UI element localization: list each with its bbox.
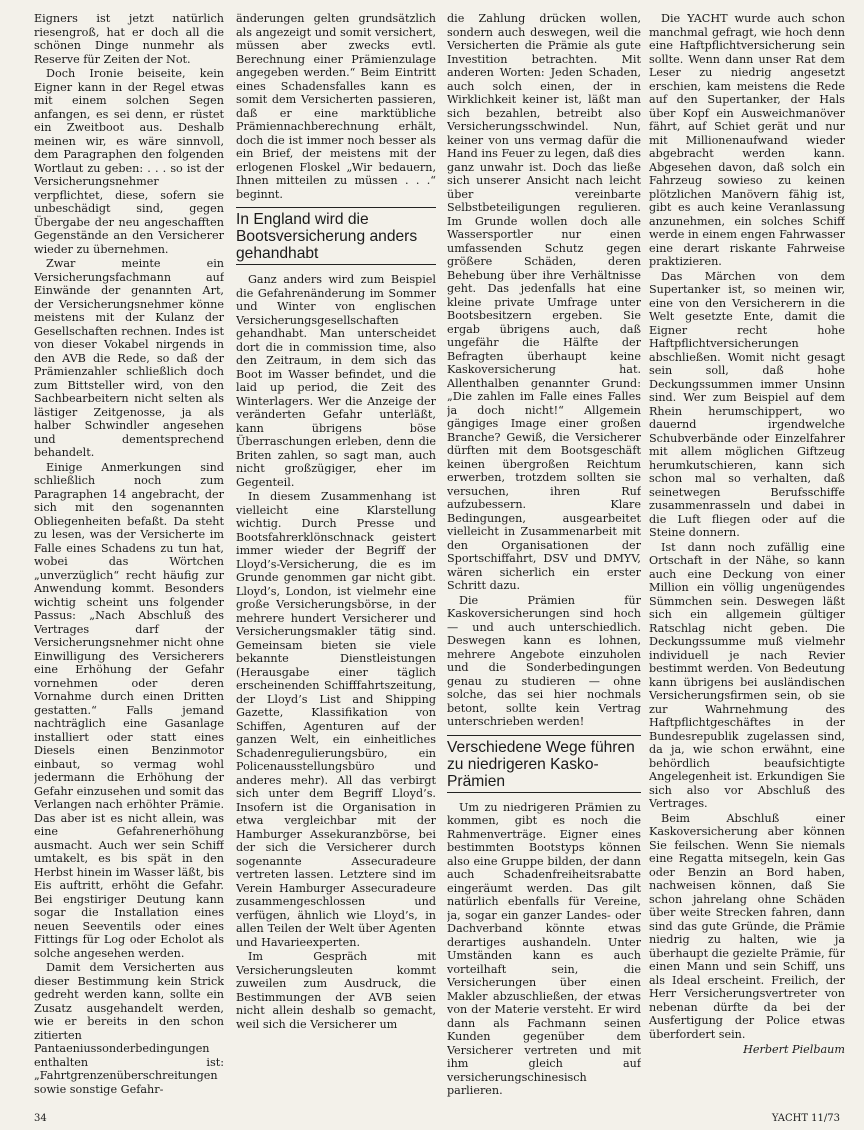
paragraph: Um zu niedrigeren Prämien zu kommen, gibt es noch die Rahmenverträge. Eigner eines bestimmten Bootstyps können also eine Gruppe bilden, der dann auch Schadenfreiheitsrabatte eingeräumt werden. Das gilt natürlich ebenfalls für Vereine, ja, sogar ein ganzer Landes- oder Dachverband könnte etwas derartiges aushandeln. Unter Umständen kann es auch vorteilhaft sein, die Versicherungen über einen Makler abzuschließen, der etwas von der Materie versteht. Er wird dann als Fachmann seinen Kunden gegenüber dem Versicherer vertreten und mit ihm gleich auf versicherungschinesisch parlieren. <box>447 800 641 1097</box>
text-column-1 <box>34 12 224 1112</box>
paragraph: Die YACHT wurde auch schon manchmal gefragt, wie hoch denn eine Haftpflichtversicherung sein sollte. Wenn dann unser Rat dem Leser zu niedrig angesetzt erschien, kam meistens die Rede auf den Supertanker, der Hals über Kopf ein Ausweichmanöver fährt, auf Schiet gerät und nur mit Millionenaufwand wieder abgebracht werden kann. Abgesehen davon, daß solch ein Fahrzeug sowieso zu keinen plötzlichen Manövern fähig ist, gibt es auch keine Veranlassung anzunehmen, ein solches Schiff werde in einem engen Fahrwasser eine derart riskante Fahrweise praktizieren. <box>649 12 845 268</box>
paragraph: Doch Ironie beiseite, kein Eigner kann in der Regel etwas mit einem solchen Segen anfangen, es sei denn, er rüstet ein Zweitboot aus. Deshalb meinen wir, es wäre sinnvoll, dem Paragraphen den folgenden Wortlaut zu geben: . . . so ist der Versicherungsnehmer verpflichtet, diese, sofern sie unbeschädigt sind, gegen Übergabe der neu angeschafften Gegenstände an den Versicherer wieder zu übernehmen. <box>34 67 224 256</box>
text-column-4 <box>649 12 845 1112</box>
paragraph: änderungen gelten grundsätzlich als angezeigt und somit versichert, müssen aber zwecks evtl. Berechnung einer Prämienzulage angegeben werden.“ Beim Eintritt eines Schadensfalles kann es somit dem Versicherten passieren, daß er eine marktübliche Prämiennachberechnung erhält, doch die ist immer noch besser als ein Brief, der meistens mit der erlogenen Floskel „Wir bedauern, Ihnen mitteilen zu müssen . . .“ beginnt. <box>236 12 436 201</box>
paragraph: Beim Abschluß einer Kaskoversicherung aber können Sie feilschen. Wenn Sie niemals eine Regatta mitsegeln, kein Gas oder Benzin an Bord haben, nachweisen können, daß Sie schon jahrelang ohne Schäden über weite Strecken fahren, dann sind das gute Gründe, die Prämie niedrig zu halten, wie ja überhaupt die gezielte Prämie, für einen Mann und sein Schiff, uns als Ideal erscheint. Freilich, der Herr Versicherungsvertreter von nebenan dürfte da bei der Ausfertigung der Police etwas überfordert sein. <box>649 811 845 1041</box>
text-column-3 <box>447 12 641 1112</box>
author-signature: Herbert Pielbaum <box>743 1043 845 1056</box>
paragraph: Damit dem Versicherten aus dieser Bestimmung kein Strick gedreht werden kann, sollte ein Zusatz ausgehandelt werden, wie er bereits in den schon zitierten Pantaeniussonderbedingungen enthalten ist: „Fahrtgrenzenüberschreitungen sowie sonstige Gefahr- <box>34 961 224 1096</box>
paragraph: Die Prämien für Kaskoversicherungen sind hoch — und auch unterschiedlich. Deswegen kann es lohnen, mehrere Angebote einzuholen und die Sonderbedingungen genau zu studieren — ohne solche, das sei hier nochmals betont, sollte kein Vertrag unterschrieben werden! <box>447 593 641 728</box>
paragraph: Im Gespräch mit Versicherungsleuten kommt zuweilen zum Ausdruck, die Bestimmungen der AVB seien nicht allein deshalb so gemacht, weil sich die Versicherer um <box>236 950 436 1031</box>
paragraph: Einige Anmerkungen sind schließlich noch zum Paragraphen 14 angebracht, der sich mit den sogenannten Obliegenheiten befaßt. Da steht zu lesen, was der Versicherte im Falle eines Schadens zu tun hat, wobei das Wörtchen „unverzüglich“ recht häufig zur Anwendung kommt. Besonders wichtig scheint uns folgender Passus: „Nach Abschluß des Vertrages darf der Versicherungsnehmer nicht ohne Einwilligung des Versicherers eine Erhöhung der Gefahr vornehmen oder deren Vornahme durch einen Dritten gestatten.“ Falls jemand nachträglich eine Gasanlage installiert oder statt eines Diesels einen Benzinmotor einbaut, so vermag wohl jedermann die Erhöhung der Gefahr einzusehen und somit das Verlangen nach erhöhter Prämie. Das aber ist es nicht allein, was eine Gefahrenerhöhung ausmacht. Auch wer sein Schiff umtakelt, es bis spät in den Herbst hinein im Wasser läßt, bis Eis auftritt, erhöht die Gefahr. Bei engstiriger Deutung kann sogar die Installation eines neuen Seeventils oder eines Fittings für Log oder Echolot als solche angesehen werden. <box>34 460 224 960</box>
paragraph: In diesem Zusammenhang ist vielleicht eine Klarstellung wichtig. Durch Presse und Bootsfahrerklönschnack geistert immer wieder der Begriff der Lloyd’s-Versicherung, die es im Grunde genommen gar nicht gibt. Lloyd’s, London, ist vielmehr eine große Versicherungsbörse, in der mehrere hundert Versicherer und Versicherungsmakler tätig sind. Gemeinsam bieten sie viele bekannte Dienstleistungen (Herausgabe einer täglich erscheinenden Schifffahrtszeitung, der Lloyd’s List and Shipping Gazette, Klassifikation von Schiffen, Agenturen auf der ganzen Welt, ein einheitliches Schadenregulierungsbüro, ein Policenausstellungsbüro und anderes mehr). All das verbirgt sich unter dem Begriff Lloyd’s. Insofern ist die Organisation in etwa vergleichbar mit der Hamburger Assekuranzbörse, bei der sich die Versicherer durch sogenannte Assecuradeure vertreten lassen. Letztere sind im Verein Hamburger Assecuradeure zusammengeschlossen und verfügen, ähnlich wie Lloyd’s, in allen Teilen der Welt über Agenten und Havarieexperten. <box>236 490 436 949</box>
magazine-footer: YACHT 11/73 <box>771 1113 840 1124</box>
paragraph: die Zahlung drücken wollen, sondern auch deswegen, weil die Versicherten die Prämie als gute Investition betrachten. Mit anderen Worten: Jeden Schaden, auch solch einen, der in Wirklichkeit keiner ist, läßt man sich bezahlen, betreibt also Versicherungsschwindel. Nun, keiner von uns vermag dafür die Hand ins Feuer zu legen, daß dies ganz unwahr ist. Doch das ließe sich unserer Ansicht nach leicht über vereinbarte Selbstbeteiligungen regulieren. Im Grunde wollen doch alle Wassersportler nur einen umfassenden Schutz gegen größere Schäden, deren Behebung über ihre Verhältnisse geht. Das jedenfalls hat eine kleine private Umfrage unter Bootsbesitzern ergeben. Sie ergab übrigens auch, daß ungefähr die Hälfte der Befragten überhaupt keine Kaskoversicherung hat. Allenthalben genannter Grund: „Die zahlen im Falle eines Falles ja doch nicht!“ Allgemein gängiges Image einer großen Branche? Gewiß, die Versicherer dürften mit dem Bootsgeschäft keinen übergroßen Reichtum erwerben, trotzdem sollten sie versuchen, ihren Ruf aufzubessern. Klare Bedingungen, ausgearbeitet vielleicht in Zusammenarbeit mit den Organisationen der Sportschiffahrt, DSV und DMYV, wären sicherlich ein erster Schritt dazu. <box>447 12 641 592</box>
section-headline-england: In England wird die Bootsversicherung anders gehandhabt <box>236 207 436 265</box>
paragraph: Ist dann noch zufällig eine Ortschaft in der Nähe, so kann auch eine Deckung von einer Million ein völlig ungenügendes Sümmchen sein. Deswegen läßt sich ein allgemein gültiger Ratschlag nicht geben. Die Deckungssumme muß vielmehr individuell je nach Revier bestimmt werden. Von Bedeutung kann übrigens bei ausländischen Versicherungsfirmen sein, ob sie zur Wahrnehmung des Haftpflichtgeschäftes in der Bundesrepublik zugelassen sind, da ja, wie schon erwähnt, eine behördlich beaufsichtigte Angelegenheit ist. Erkundigen Sie sich also vor Abschluß des Vertrages. <box>649 540 845 810</box>
paragraph: Ganz anders wird zum Beispiel die Gefahrenänderung im Sommer und Winter von englischen Versicherungsgesellschaften gehandhabt. Man unterscheidet dort die in commission time, also den Zeitraum, in dem sich das Boot im Wasser befindet, und die laid up period, die Zeit des Winterlagers. Wer die Anzeige der veränderten Gefahr unterläßt, kann übrigens böse Überraschungen erleben, denn die Briten zahlen, so sagt man, auch nicht großzügiger, eher im Gegenteil. <box>236 273 436 489</box>
text-column-2 <box>236 12 436 1112</box>
paragraph: Das Märchen von dem Supertanker ist, so meinen wir, eine von den Versicherern in die Welt gesetzte Ente, damit die Eigner recht hohe Haftpflichtversicherungen abschließen. Womit nicht gesagt sein soll, daß hohe Deckungssummen immer Unsinn sind. Wer zum Beispiel auf dem Rhein herumschippert, wo dauernd irgendwelche Schubverbände oder Einzelfahrer mit allem möglichen Giftzeug herumkutschieren, kann sich schon mal so verhalten, daß seinetwegen Berufsschiffe zusammenrasseln und dabei in die Luft fliegen oder auf die Steine donnern. <box>649 269 845 539</box>
page-number: 34 <box>34 1113 47 1124</box>
paragraph: Eigners ist jetzt natürlich riesengroß, hat er doch all die schönen Dinge nunmehr als Reserve für Zeiten der Not. <box>34 12 224 66</box>
paragraph: Zwar meinte ein Versicherungsfachmann auf Einwände der genannten Art, der Versicherungsnehmer könne meistens mit der Kulanz der Gesellschaften rechnen. Indes ist von dieser Vokabel nirgends in den AVB die Rede, so daß der Prämienzahler schließlich doch zum Bittsteller wird, von den Sachbearbeitern nicht selten als lästiger Zeitgenosse, ja als halber Schwindler angesehen und dementsprechend behandelt. <box>34 257 224 459</box>
section-headline-kasko: Verschiedene Wege führen zu niedrigeren Kasko-Prämien <box>447 735 641 793</box>
